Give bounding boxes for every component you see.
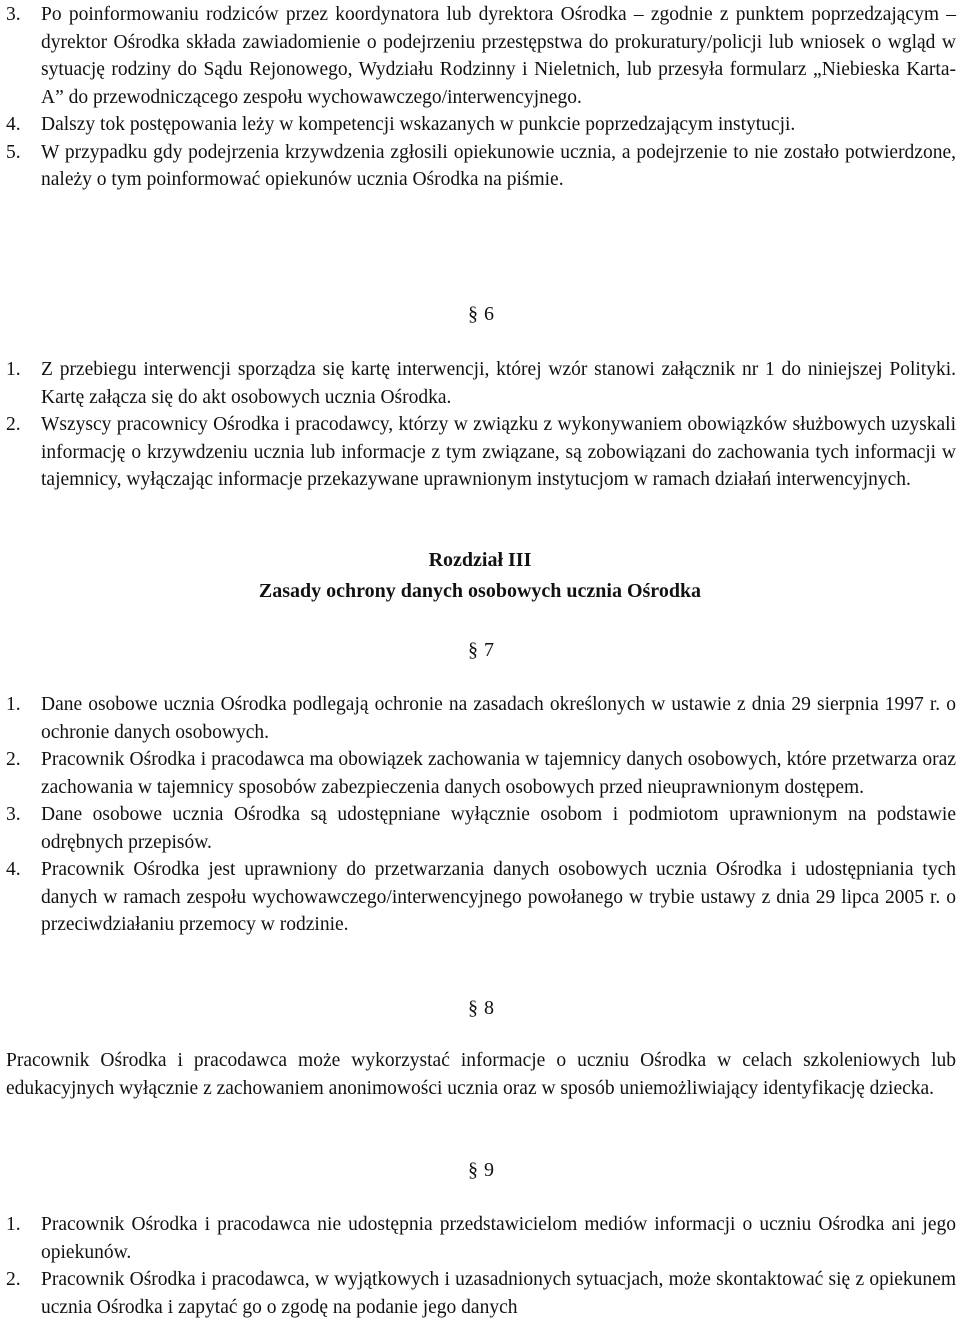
item-number: 4. [6,859,21,880]
item-number: 3. [6,804,21,825]
item-text: Pracownik Ośrodka i pracodawca nie udostępnia przedstawicielom mediów informacji o uczniu Ośrodka ani jego opiekunów. [41,1214,956,1263]
list-item [6,1211,956,1266]
item-text: Dane osobowe ucznia Ośrodka są udostępniane wyłącznie osobom i podmiotom uprawnionym na podstawie odrębnych przepisów. [41,804,956,853]
list-item [6,111,956,139]
chapter-label: Rozdział III [428,549,532,571]
chapter-title: Zasady ochrony danych osobowych ucznia Ośrodka [258,580,702,602]
item-text: Dalszy tok postępowania leży w kompetencji wskazanych w punkcie poprzedzającym instytucji. [41,114,796,135]
section-9-heading [468,1158,494,1182]
section-7-heading [468,638,494,662]
item-number: 2. [6,749,21,770]
section-number: 9 [484,1159,494,1181]
section-mark: § [468,997,478,1019]
item-number: 5. [6,141,21,163]
item-text: Pracownik Ośrodka i pracodawca ma obowiązek zachowania w tajemnicy danych osobowych, które przetwarza oraz zachowania w tajemnicy sposobów zabezpieczenia danych osobowych przed nieuprawnionym dostępem. [41,749,956,798]
section-6-list [6,356,956,494]
item-number: 2. [6,1269,21,1290]
item-number: 1. [6,694,21,715]
section-number: 7 [484,639,494,661]
item-text: Pracownik Ośrodka i pracodawca, w wyjątkowych i uzasadnionych sytuacjach, może skontaktować się z opiekunem ucznia Ośrodka i zapytać go o zgodę na podanie jego danych [41,1269,956,1318]
section-mark: § [468,639,478,661]
item-text: Wszyscy pracownicy Ośrodka i pracodawcy, którzy w związku z wykonywaniem obowiązków służbowych uzyskali informację o krzywdzeniu ucznia lub informacje z tym związane, są zobowiązani do zachowania tych informacji w tajemnicy, wyłączając informacje przekazywane uprawnionym instytucjom w ramach działań interwencyjnych. [41,414,956,490]
section-mark: § [468,303,478,325]
list-item [6,856,956,939]
list-item [6,746,956,801]
list-item [6,411,956,494]
section-mark: § [468,1159,478,1181]
paragraph-text: Pracownik Ośrodka i pracodawca może wykorzystać informacje o uczniu Ośrodka w celach szkoleniowych lub edukacyjnych wyłącznie z zachowaniem anonimowości ucznia oraz w sposób uniemożliwiający identyfikację dziecka. [6,1050,956,1099]
list-item [6,356,956,411]
section-6-heading [468,302,494,326]
item-number: 1. [6,359,21,380]
section-7-list [6,691,956,939]
list-item [6,801,956,856]
item-number: 4. [6,114,21,135]
item-text: Z przebiegu interwencji sporządza się kartę interwencji, której wzór stanowi załącznik nr 1 do niniejszej Polityki. Kartę załącza się do akt osobowych ucznia Ośrodka. [41,359,956,408]
list-item [6,139,956,194]
item-text: W przypadku gdy podejrzenia krzywdzenia zgłosili opiekunowie ucznia, a podejrzenie to nie zostało potwierdzone, należy o tym poinformować opiekunów ucznia Ośrodka na piśmie. [41,141,956,190]
list-item [6,1,956,111]
item-number: 2. [6,414,21,435]
item-number: 1. [6,1214,21,1235]
item-text: Po poinformowaniu rodziców przez koordynatora lub dyrektora Ośrodka – zgodnie z punktem poprzedzającym – dyrektor Ośrodka składa zawiadomienie o podejrzeniu przestępstwa do prokuratury/policji lub wniosek o wgląd w sytuację rodziny do Sądu Rejonowego, Wydziału Rodzinny i Nieletnich, lub przesyła formularz „Niebieska Karta-A” do przewodniczącego zespołu wychowawczego/interwencyjnego. [41,4,956,108]
item-text: Dane osobowe ucznia Ośrodka podlegają ochronie na zasadach określonych w ustawie z dnia 29 sierpnia 1997 r. o ochronie danych osobowych. [41,694,956,743]
item-text: Pracownik Ośrodka jest uprawniony do przetwarzania danych osobowych ucznia Ośrodka i udostępniania tych danych w ramach zespołu wychowawczego/interwencyjnego powołanego w trybie ustawy z dnia 29 lipca 2005 r. o przeciwdziałaniu przemocy w rodzinie. [41,859,956,935]
section-number: 8 [484,997,494,1019]
section-8-heading [468,996,494,1020]
list-item [6,1266,956,1321]
section-9-list [6,1211,956,1321]
section-number: 6 [484,303,494,325]
item-number: 3. [6,4,21,25]
top-list [6,1,956,194]
section-8-body [6,1047,956,1102]
list-item [6,691,956,746]
